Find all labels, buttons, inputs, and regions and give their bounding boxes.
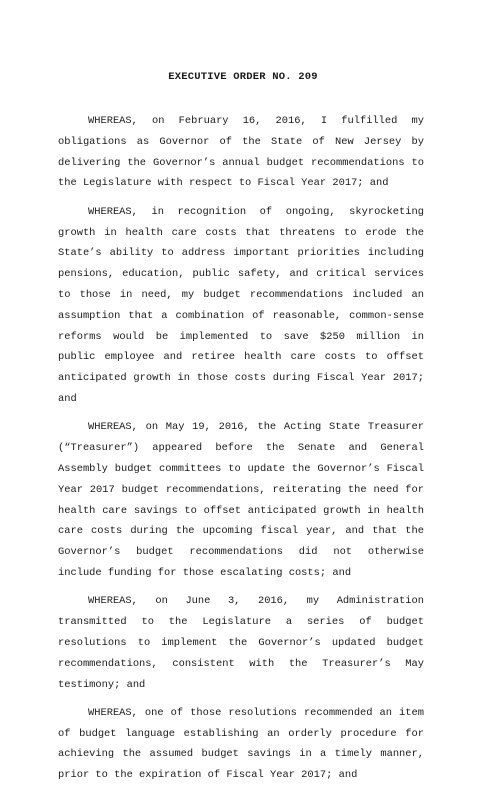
whereas-paragraph-2: WHEREAS, in recognition of ongoing, skyrocketing growth in health care costs that threatens to erode the State’s ability to address important priorities including pensions, education, public safety, and critical services to those in need, my budget recommendations included an assumption that a combination of reasonable, common-sense reforms would be implemented to save $250 million in public employee and retiree health care costs to offset anticipated growth in those costs during Fiscal Year 2017; and (58, 205, 424, 405)
whereas-paragraph-5: WHEREAS, one of those resolutions recommended an item of budget language establishing an orderly procedure for achieving the assumed budget savings in a timely manner, prior to the expiration of Fiscal Year 2017; and (58, 706, 424, 782)
document-body (58, 111, 424, 794)
whereas-paragraph-1: WHEREAS, on February 16, 2016, I fulfilled my obligations as Governor of the State of New Jersey by delivering the Governor’s annual budget recommendations to the Legislature with respect to Fiscal Year 2017; and (58, 115, 424, 190)
whereas-paragraph-4: WHEREAS, on June 3, 2016, my Administration transmitted to the Legislature a series of budget resolutions to implement the Governor’s updated budget recommendations, consistent with the Treasurer’s May testimony; and (58, 595, 424, 691)
order-title: EXECUTIVE ORDER NO. 209 (168, 71, 318, 83)
whereas-paragraph-3: WHEREAS, on May 19, 2016, the Acting State Treasurer (“Treasurer”) appeared before the Senate and General Assembly budget committees to update the Governor’s Fiscal Year 2017 budget recommendations, reiterating the need for health care savings to offset anticipated growth in health care costs during the upcoming fiscal year, and that the Governor’s budget recommendations did not otherwise include funding for those escalating costs; and (58, 421, 424, 579)
